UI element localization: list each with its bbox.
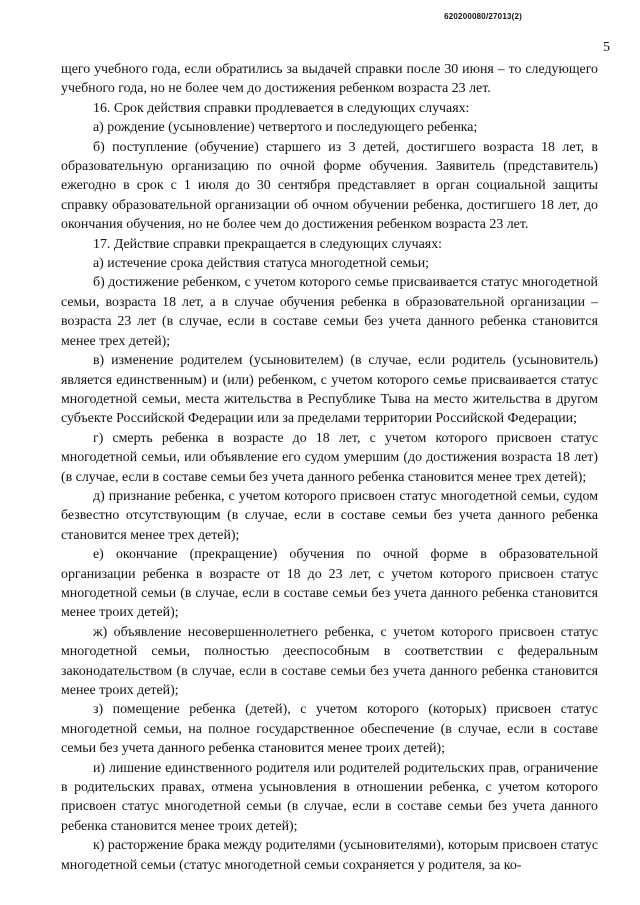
- paragraph-17-a: а) истечение срока действия статуса многодетной семьи;: [93, 256, 429, 272]
- paragraph-17-d: д) признание ребенка, с учетом которого присвоен статус многодетной семьи, судом безвестно отсутствующим (в случае, если в составе семьи без учета данного ребенка становится менее трех детей);: [61, 488, 598, 543]
- page-number: 5: [603, 40, 610, 55]
- paragraph-17-k: к) расторжение брака между родителями (усыновителями), которым присвоен статус многодетной семьи (статус многодетной семьи сохраняется у родителя, за ко-: [61, 838, 598, 873]
- paragraph-17-g: г) смерть ребенка в возрасте до 18 лет, с учетом которого присвоен статус многодетной семьи, или объявление его судом умершим (до достижения возраста 18 лет) (в случае, если в составе семьи без учета данного ребенка становится менее трех детей);: [61, 430, 598, 485]
- paragraph-17-e: е) окончание (прекращение) обучения по очной форме в образовательной организации ребенка в возрасте от 18 до 23 лет, с учетом которого присвоен статус многодетной семьи (в случае, если в составе семьи без учета данного ребенка становится менее троих детей);: [61, 547, 598, 621]
- paragraph-16-b: б) поступление (обучение) старшего из 3 детей, достигшего возраста 18 лет, в образовательную организацию по очной форме обучения. Заявитель (представитель) ежегодно в срок с 1 июля до 30 сентября представляет в орган социальной защиты справку образовательной организации об очном обучении ребенка, достигшего 18 лет, до окончания обучения, но не более чем до достижения ребенком возраста 23 лет.: [61, 139, 598, 233]
- paragraph-16-heading: 16. Срок действия справки продлевается в следующих случаях:: [93, 100, 470, 116]
- paragraph-17-z: з) помещение ребенка (детей), с учетом которого (которых) присвоен статус многодетной семьи, на полное государственное обеспечение (в случае, если в составе семьи без учета данного ребенка становится менее троих детей);: [61, 702, 598, 757]
- document-code: 620200080/27013(2): [444, 12, 522, 21]
- paragraph-17-b: б) достижение ребенком, с учетом которого семье присваивается статус многодетной семьи, возраста 18 лет, а в случае обучения ребенка в образовательной организации – возраста 23 лет (в случае, если в составе семьи без учета данного ребенка становится менее трех детей);: [61, 275, 598, 349]
- paragraph-17-v: в) изменение родителем (усыновителем) (в случае, если родитель (усыновитель) является единственным) и (или) ребенком, с учетом которого семье присваивается статус многодетной семьи, места жительства в Республике Тыва на место жительства в другом субъекте Российской Федерации или за пределами территории Российской Федерации;: [61, 353, 598, 427]
- paragraph-continuation: щего учебного года, если обратились за выдачей справки после 30 июня – то следующего учебного года, но не более чем до достижения ребенком возраста 23 лет.: [61, 62, 598, 97]
- paragraph-17-i: и) лишение единственного родителя или родителей родительских прав, ограничение в родительских правах, отмена усыновления в отношении ребенка, с учетом которого присвоен статус многодетной семьи (в случае, если в составе семьи без учета данного ребенка становится менее троих детей);: [61, 760, 598, 834]
- paragraph-17-zh: ж) объявление несовершеннолетнего ребенка, с учетом которого присвоен статус многодетной семьи, полностью дееспособным в соответствии с федеральным законодательством (в случае, если в составе семьи без учета данного ребенка становится менее троих детей);: [61, 624, 598, 698]
- document-body: [61, 60, 598, 875]
- paragraph-17-heading: 17. Действие справки прекращается в следующих случаях:: [93, 236, 443, 252]
- paragraph-16-a: а) рождение (усыновление) четвертого и последующего ребенка;: [93, 120, 478, 136]
